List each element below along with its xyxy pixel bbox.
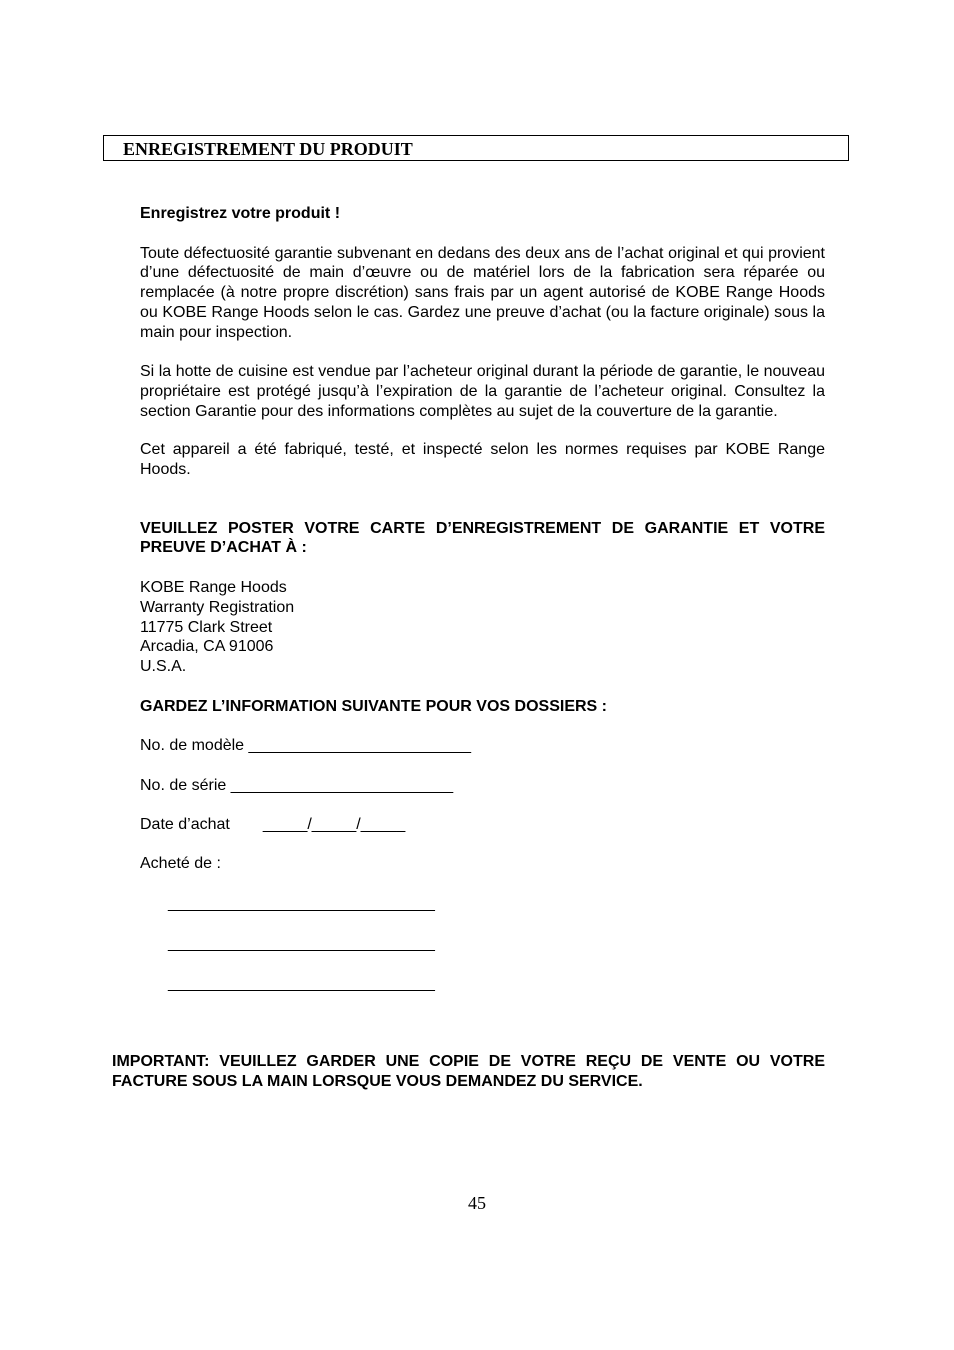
main-content <box>140 204 825 993</box>
resale-paragraph: Si la hotte de cuisine est vendue par l’acheteur original durant la période de garantie, le nouveau propriétaire est protégé jusqu’à l’expiration de la garantie de l’acheteur original. Consultez la section Garantie pour des informations complètes au sujet de la couverture de la garantie. <box>140 363 825 420</box>
address-city: Arcadia, CA 91006 <box>140 638 274 656</box>
section-title-box <box>103 135 849 161</box>
important-notice: IMPORTANT: VEUILLEZ GARDER UNE COPIE DE VOTRE REÇU DE VENTE OU VOTRE FACTURE SOUS LA MAIN LORSQUE VOUS DEMANDEZ DU SERVICE. <box>112 1053 825 1090</box>
purchase-date-field <box>140 815 825 835</box>
mail-instruction: VEUILLEZ POSTER VOTRE CARTE D’ENREGISTREMENT DE GARANTIE ET VOTRE PREUVE D’ACHAT À : <box>140 519 825 557</box>
purchase-date-blanks: _____/_____/_____ <box>262 815 406 833</box>
model-number-field: No. de modèle _________________________ <box>140 737 471 755</box>
purchased-from-line: ______________________________ <box>168 974 435 992</box>
serial-number-field: No. de série _________________________ <box>140 777 454 795</box>
inspection-paragraph: Cet appareil a été fabriqué, testé, et inspecté selon les normes requises par KOBE Range Hoods. <box>140 441 825 479</box>
purchase-date-label: Date d’achat <box>140 815 230 833</box>
address-street: 11775 Clark Street <box>140 618 273 636</box>
page-title: ENREGISTREMENT DU PRODUIT <box>123 139 413 159</box>
address-country: U.S.A. <box>140 657 187 675</box>
mailing-address <box>140 578 825 677</box>
purchased-from-line: ______________________________ <box>168 934 435 952</box>
address-department: Warranty Registration <box>140 598 295 616</box>
records-heading: GARDEZ L’INFORMATION SUIVANTE POUR VOS DOSSIERS : <box>140 697 607 715</box>
purchased-from-line: ______________________________ <box>168 895 435 913</box>
purchased-from-lines <box>168 894 825 993</box>
register-heading: Enregistrez votre produit ! <box>140 205 341 222</box>
purchased-from-label: Acheté de : <box>140 855 221 873</box>
address-company: KOBE Range Hoods <box>140 579 287 597</box>
page-number: 45 <box>468 1193 486 1213</box>
warranty-paragraph: Toute défectuosité garantie subvenant en dedans des deux ans de l’achat original et qui provient d’une défectuosité de main d’œuvre ou de matériel lors de la fabrication sera réparée ou remplacée (à notre propre discrétion) sans frais par un agent autorisé de KOBE Range Hoods ou KOBE Range Hoods selon le cas. Gardez une preuve d’achat (ou la facture originale) sous la main pour inspection. <box>140 244 825 341</box>
